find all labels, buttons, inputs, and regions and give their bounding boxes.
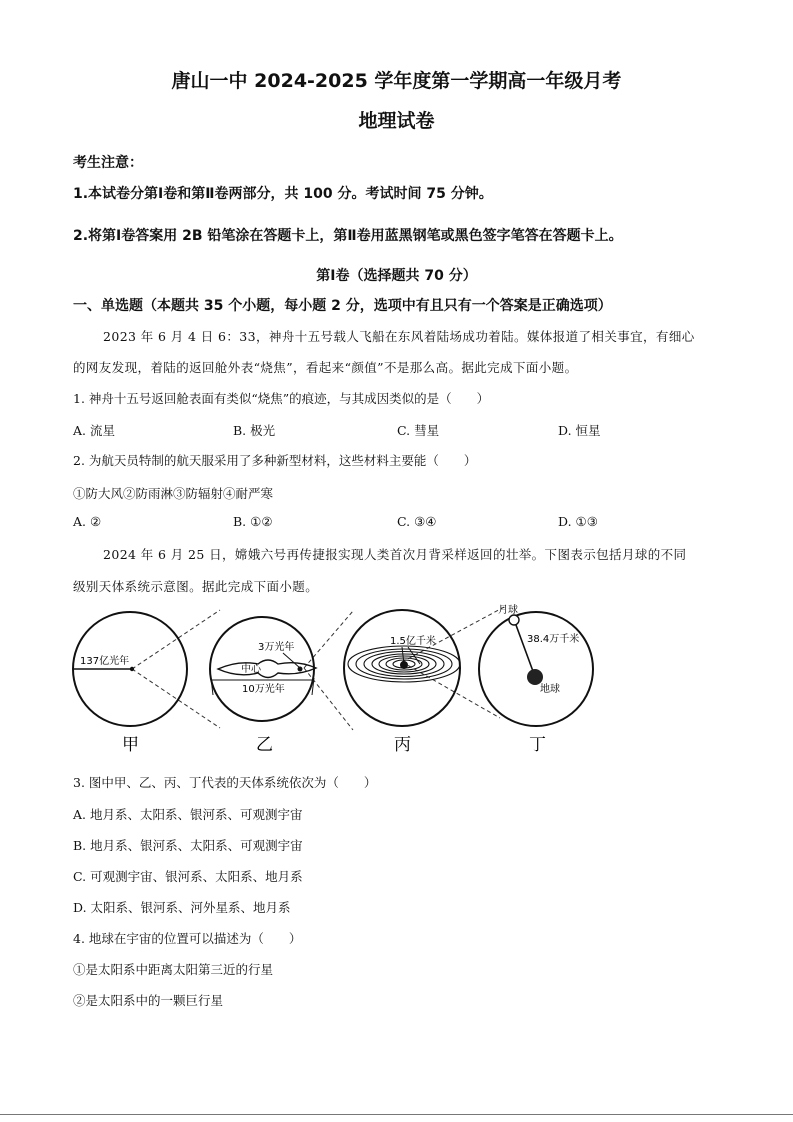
jia-radius-label: 137亿光年: [80, 656, 130, 667]
moon-label: 月球: [498, 605, 518, 616]
moon-icon: [509, 615, 519, 625]
q3-option-a[interactable]: A. 地月系、太阳系、银河系、可观测宇宙: [73, 807, 303, 822]
q2-stem: 2. 为航天员特制的航天服采用了多种新型材料，这些材料主要能（ ）: [73, 453, 477, 468]
bing-distance-label: 1.5亿千米: [390, 636, 436, 647]
earth-label: 地球: [540, 684, 560, 695]
q1-option-d[interactable]: D. 恒星: [558, 423, 601, 438]
yi-width-label: 10万光年: [242, 684, 285, 695]
q2-option-b[interactable]: B. ①②: [233, 514, 273, 529]
exam-title: 唐山一中 2024-2025 学年度第一学期高一年级月考: [171, 70, 622, 92]
sun-position-dot: [298, 667, 303, 672]
earth-moon-line: [516, 625, 534, 674]
passage2-line1: 2024 年 6 月 25 日，嫦娥六号再传捷报实现人类首次月背采样返回的壮举。下图表示包括月球的不同: [103, 547, 687, 562]
q4-item-2: ②是太阳系中的一颗巨行星: [73, 993, 224, 1008]
q1-option-c[interactable]: C. 彗星: [397, 423, 440, 438]
passage2-line2: 级别天体系统示意图。据此完成下面小题。: [73, 579, 319, 594]
earth-icon: [527, 669, 543, 685]
label-bing: 丙: [394, 735, 411, 755]
celestial-systems-figure: [68, 598, 598, 758]
label-yi: 乙: [256, 735, 273, 755]
passage1-line2: 的网友发现，着陆的返回舱外表“烧焦”，看起来“颜值”不是那么高。据此完成下面小题。: [73, 360, 578, 375]
notice-heading: 考生注意：: [73, 155, 143, 171]
passage1-line1: 2023 年 6 月 4 日 6：33，神舟十五号载人飞船在东风着陆场成功着陆。媒体报道了相关事宜，有细心: [103, 329, 695, 344]
page-bottom-rule: [0, 1114, 793, 1115]
q2-option-d[interactable]: D. ①③: [558, 514, 598, 529]
notice-item-1: 1.本试卷分第Ⅰ卷和第Ⅱ卷两部分，共 100 分。考试时间 75 分钟。: [73, 186, 493, 202]
q1-option-a[interactable]: A. 流星: [73, 423, 115, 438]
yi-top-label: 3万光年: [258, 642, 295, 653]
label-jia: 甲: [122, 735, 139, 755]
q4-item-1: ①是太阳系中距离太阳第三近的行星: [73, 962, 274, 977]
q2-choices: ①防大风②防雨淋③防辐射④耐严寒: [73, 486, 274, 501]
q3-option-b[interactable]: B. 地月系、银河系、太阳系、可观测宇宙: [73, 838, 303, 853]
q3-option-c[interactable]: C. 可观测宇宙、银河系、太阳系、地月系: [73, 869, 303, 884]
ding-circle: [479, 612, 593, 726]
jia-center-dot: [130, 667, 134, 671]
ding-distance-label: 38.4万千米: [527, 634, 580, 645]
label-ding: 丁: [529, 735, 546, 755]
part1-title: 第Ⅰ卷（选择题共 70 分）: [316, 268, 477, 284]
exam-subject: 地理试卷: [358, 110, 435, 132]
q3-option-d[interactable]: D. 太阳系、银河系、河外星系、地月系: [73, 900, 291, 915]
notice-item-2: 2.将第Ⅰ卷答案用 2B 铅笔涂在答题卡上，第Ⅱ卷用蓝黑钢笔或黑色签字笔答在答题卡上。: [73, 228, 623, 244]
q1-option-b[interactable]: B. 极光: [233, 423, 276, 438]
yi-center-label: 中心: [241, 664, 261, 675]
q2-option-c[interactable]: C. ③④: [397, 514, 437, 529]
yi-top-pointer: [283, 653, 300, 668]
q4-stem: 4. 地球在宇宙的位置可以描述为（ ）: [73, 931, 302, 946]
q2-option-a[interactable]: A. ②: [73, 514, 102, 529]
q3-stem: 3. 图中甲、乙、丙、丁代表的天体系统依次为（ ）: [73, 775, 377, 790]
section-heading: 一、单选题（本题共 35 个小题，每小题 2 分，选项中有且只有一个答案是正确选项）: [73, 298, 612, 314]
q1-stem: 1. 神舟十五号返回舱表面有类似“烧焦”的痕迹，与其成因类似的是（ ）: [73, 391, 490, 406]
